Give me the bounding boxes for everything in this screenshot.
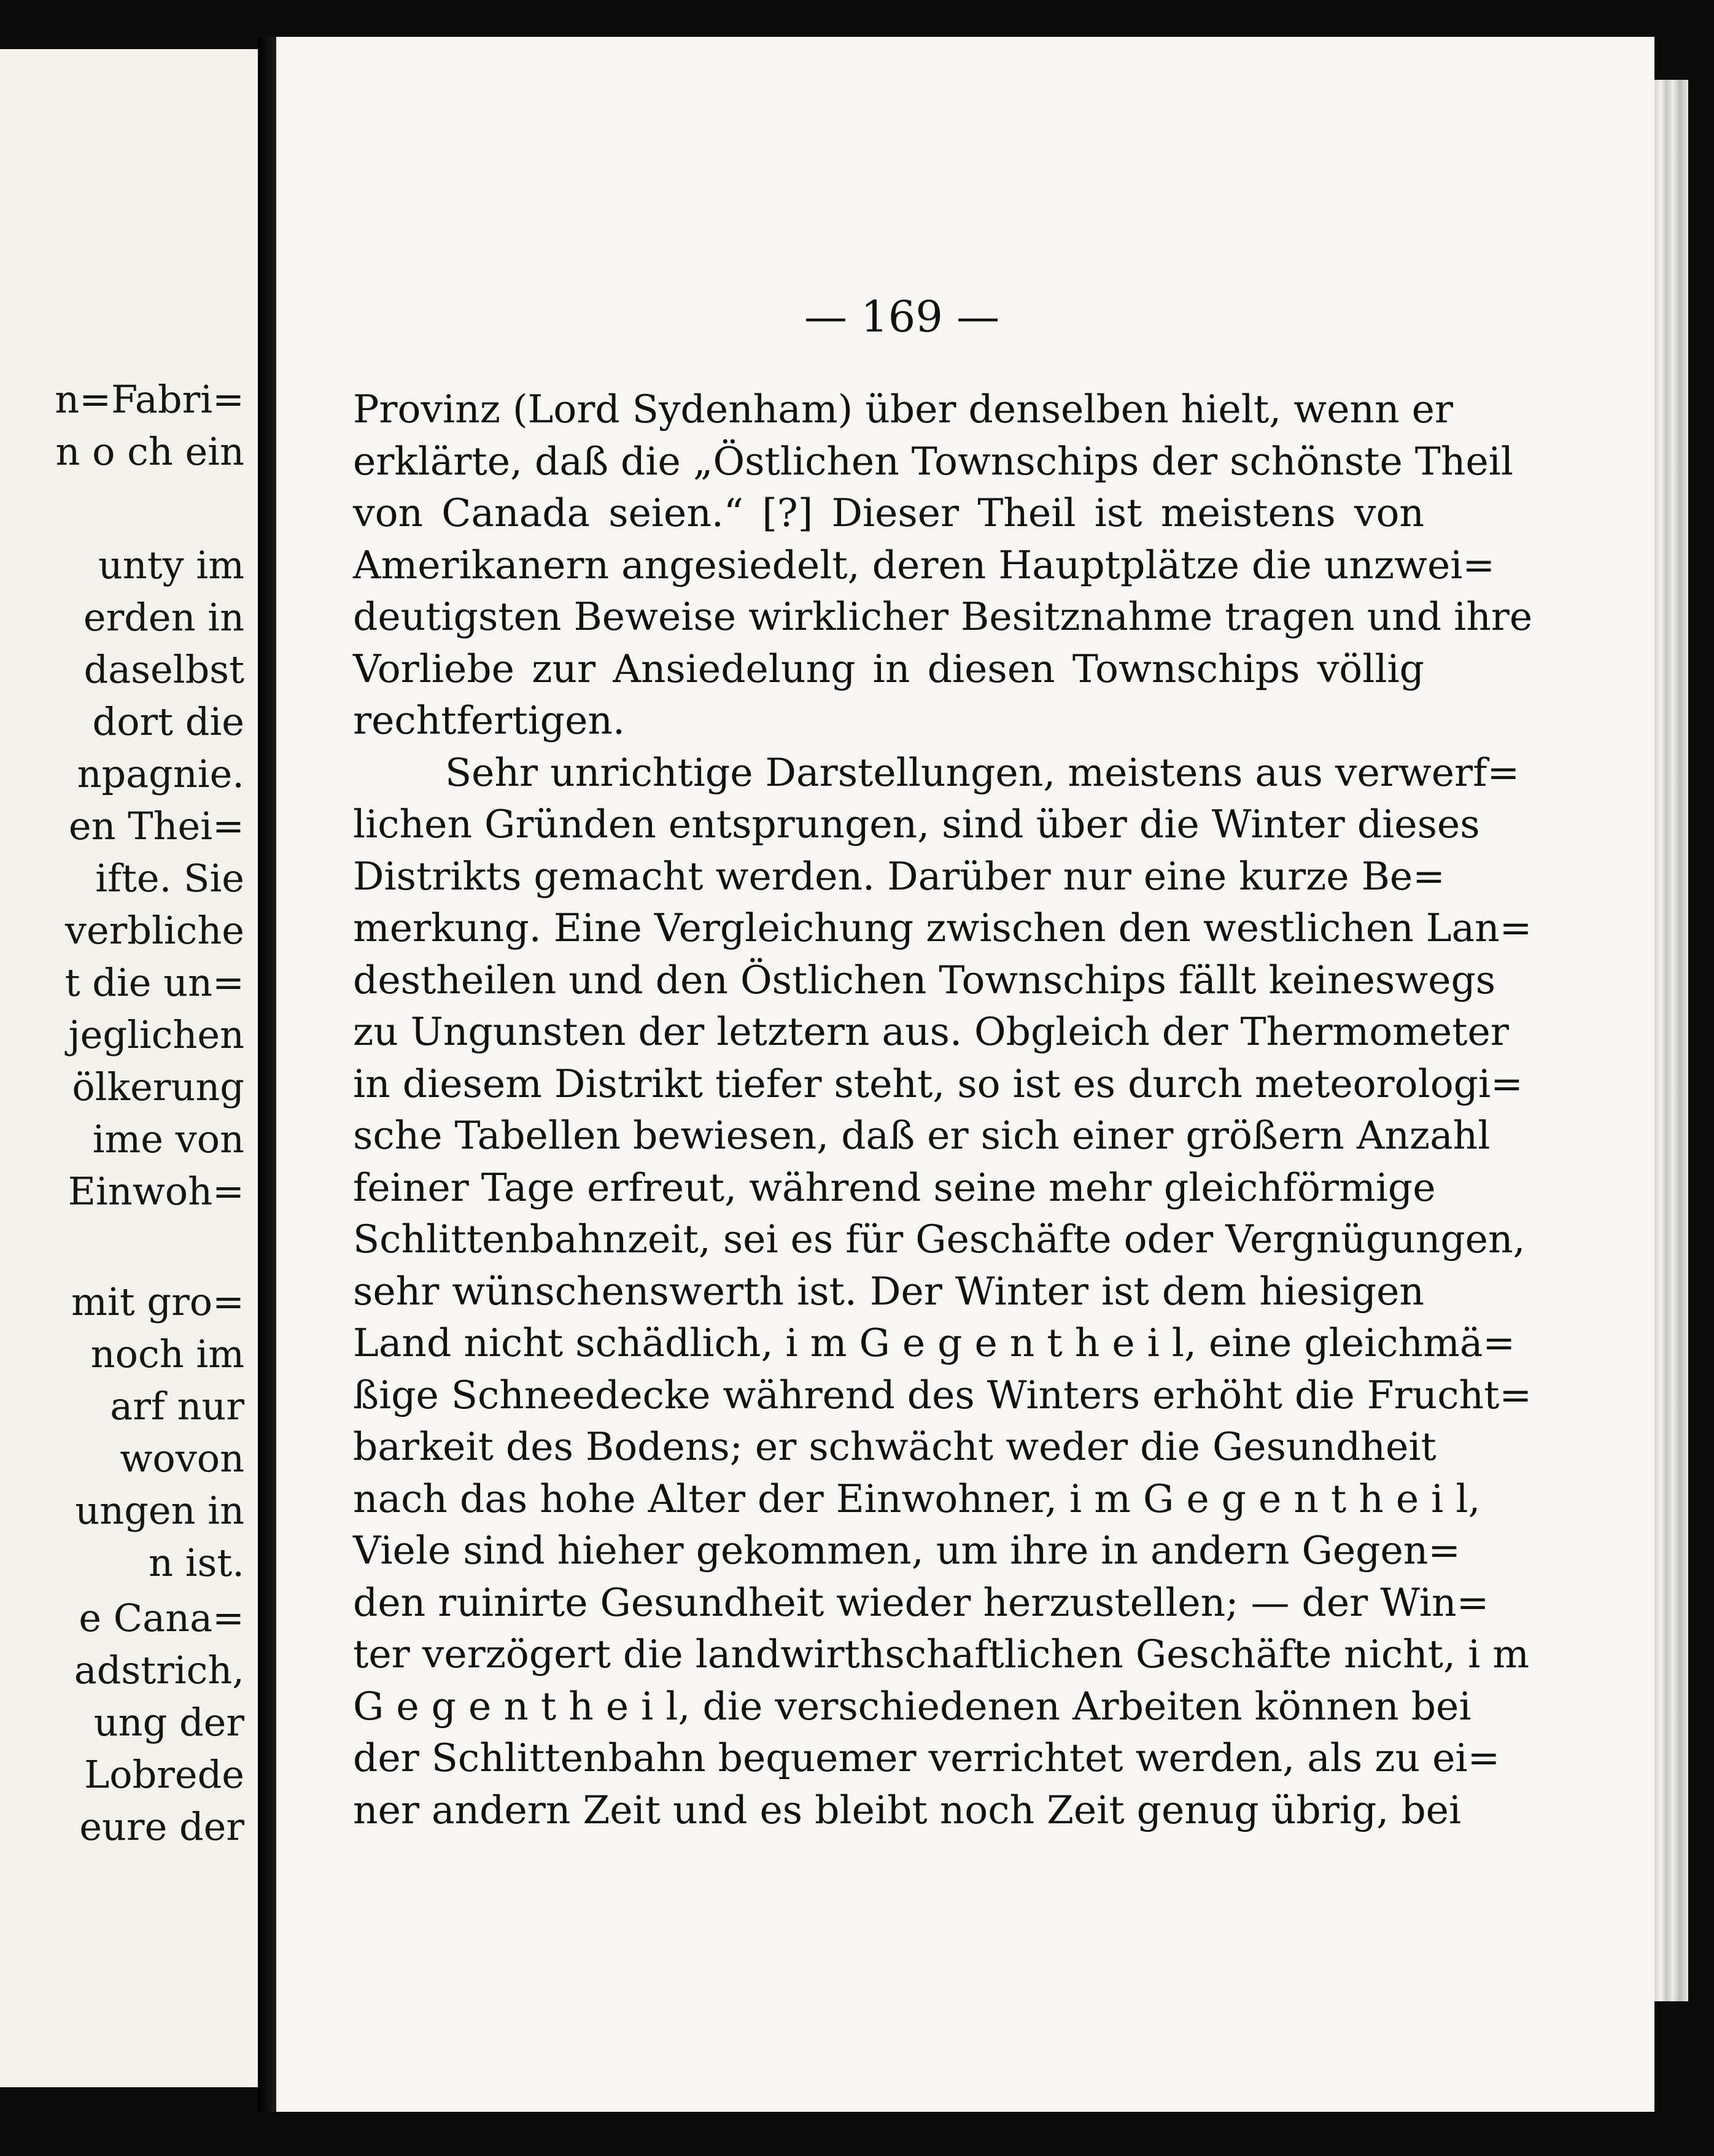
- left-page-line: Lobrede: [84, 1752, 244, 1797]
- left-page-line: daselbst: [83, 647, 244, 692]
- left-page-line: verbliche: [64, 908, 244, 953]
- text-line: ßige Schneedecke während des Winters erhöht die Frucht=: [353, 1372, 1532, 1417]
- text-line: barkeit des Bodens; er schwächt weder die Gesundheit: [353, 1424, 1437, 1469]
- left-page-line: unty im: [98, 543, 244, 587]
- text-line: den ruinirte Gesundheit wieder herzustellen; — der Win=: [353, 1580, 1489, 1625]
- text-line: lichen Gründen entsprungen, sind über die Winter dieses: [353, 802, 1480, 847]
- text-line: Provinz (Lord Sydenham) über denselben hielt, wenn er: [353, 387, 1453, 432]
- left-page-line: erden in: [83, 595, 244, 640]
- left-page-line: wovon: [120, 1436, 244, 1481]
- left-page-line: eure der: [79, 1804, 244, 1849]
- text-line: Sehr unrichtige Darstellungen, meistens aus verwerf=: [445, 750, 1520, 795]
- text-line: ter verzögert die landwirthschaftlichen Geschäfte nicht, i m: [353, 1632, 1529, 1677]
- text-line: Vorliebe zur Ansiedelung in diesen Townschips völlig: [353, 646, 1424, 691]
- text-line: sehr wünschenswerth ist. Der Winter ist dem hiesigen: [353, 1268, 1424, 1314]
- book-gutter: [258, 37, 276, 2112]
- text-line: Distrikts gemacht werden. Darüber nur eine kurze Be=: [353, 853, 1445, 899]
- text-line: von Canada seien.“ [?] Dieser Theil ist meistens von: [353, 491, 1424, 535]
- text-line: merkung. Eine Vergleichung zwischen den westlichen Lan=: [353, 905, 1532, 950]
- left-page-line: noch im: [90, 1332, 244, 1376]
- left-page-line: dort die: [92, 699, 244, 744]
- text-line: rechtfertigen.: [353, 698, 625, 743]
- left-page-line: jeglichen: [68, 1012, 244, 1057]
- left-page-line: ime von: [92, 1117, 244, 1161]
- left-page-line: e Cana=: [79, 1596, 244, 1640]
- left-page-line: t die un=: [64, 960, 244, 1005]
- text-line: deutigsten Beweise wirklicher Besitznahme tragen und ihre: [353, 594, 1533, 639]
- body-text: [353, 384, 1533, 1836]
- page-edges: [1654, 80, 1688, 2001]
- text-line: Schlittenbahnzeit, sei es für Geschäfte oder Vergnügungen,: [353, 1217, 1526, 1262]
- text-line: der Schlittenbahn bequemer verrichtet werden, als zu ei=: [353, 1735, 1500, 1780]
- text-line: Land nicht schädlich, i m G e g e n t h e i l, eine gleichmä=: [353, 1320, 1516, 1365]
- left-page-line: n=Fabri=: [55, 377, 244, 422]
- left-page-line: ölkerung: [72, 1064, 244, 1109]
- left-page-line: en Thei=: [68, 804, 244, 848]
- text-line: destheilen und den Östlichen Townschips fällt keineswegs: [353, 957, 1496, 1002]
- text-line: zu Ungunsten der letztern aus. Obgleich der Thermometer: [353, 1009, 1509, 1054]
- left-page-line: mit gro=: [71, 1279, 244, 1324]
- page-number: — 169 —: [804, 292, 1000, 342]
- left-page-line: adstrich,: [74, 1648, 244, 1693]
- text-line: feiner Tage erfreut, während seine mehr gleichförmige: [353, 1165, 1436, 1210]
- left-page-line: n o ch ein: [55, 429, 244, 474]
- left-page-line: n ist.: [149, 1540, 244, 1585]
- left-page-line: ungen in: [75, 1488, 244, 1533]
- text-line: Amerikanern angesiedelt, deren Hauptplätze die unzwei=: [353, 542, 1495, 587]
- text-line: nach das hohe Alter der Einwohner, i m G e g e n t h e i l,: [353, 1476, 1481, 1521]
- left-page-line: arf nur: [110, 1384, 244, 1429]
- text-line: in diesem Distrikt tiefer steht, so ist es durch meteorologi=: [353, 1061, 1523, 1106]
- left-page-line: Einwoh=: [68, 1169, 244, 1214]
- text-line: ner andern Zeit und es bleibt noch Zeit genug übrig, bei: [353, 1787, 1462, 1832]
- text-line: G e g e n t h e i l, die verschiedenen Arbeiten können bei: [353, 1683, 1472, 1729]
- left-page-line: ung der: [93, 1700, 244, 1745]
- text-line: sche Tabellen bewiesen, daß er sich einer größern Anzahl: [353, 1113, 1491, 1158]
- left-page: [0, 49, 260, 2087]
- left-page-line: ifte. Sie: [95, 856, 244, 901]
- text-line: erklärte, daß die „Östlichen Townschips der schönste Theil: [353, 438, 1513, 484]
- left-page-line: npagnie.: [77, 751, 244, 796]
- text-line: Viele sind hieher gekommen, um ihre in andern Gegen=: [353, 1528, 1461, 1573]
